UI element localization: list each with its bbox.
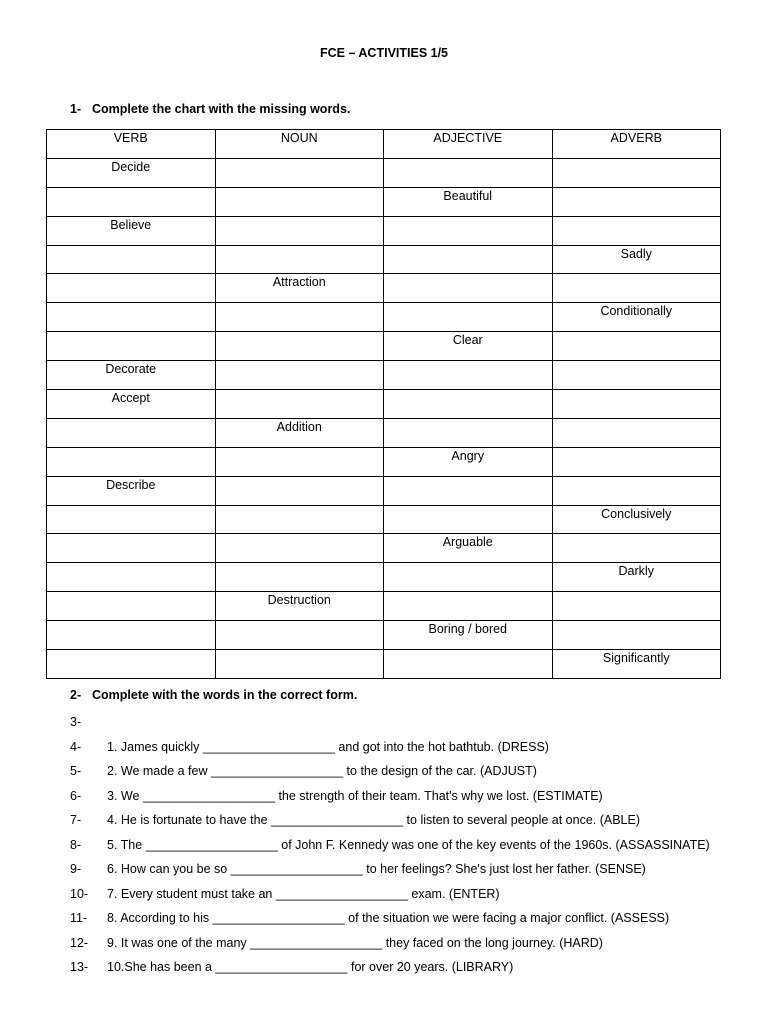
section-1-heading [70, 102, 350, 116]
chart-cell-verb: Decorate [47, 361, 216, 390]
chart-cell-verb: Decide [47, 158, 216, 187]
section-1-text: Complete the chart with the missing words. [92, 102, 351, 116]
chart-row [47, 303, 721, 332]
exercise-text: 5. The ___________________ of John F. Kennedy was one of the key events of the 1960s. (ASSASSINATE) [107, 837, 710, 852]
chart-cell-noun [215, 332, 384, 361]
chart-cell-adverb: Darkly [552, 563, 721, 592]
chart-body [47, 158, 721, 678]
exercise-text: 9. It was one of the many ___________________ they faced on the long journey. (HARD) [107, 935, 603, 950]
chart-cell-noun [215, 303, 384, 332]
chart-cell-adjective [384, 476, 553, 505]
chart-cell-adverb [552, 216, 721, 245]
chart-cell-adverb: Significantly [552, 650, 721, 679]
exercise-number: 4- [70, 739, 82, 754]
chart-cell-verb [47, 534, 216, 563]
exercise-number: 5- [70, 764, 82, 778]
chart-row [47, 418, 721, 447]
chart-cell-noun [215, 563, 384, 592]
header-verb: VERB [47, 130, 216, 159]
exercise-item [70, 887, 500, 901]
chart-cell-adjective [384, 245, 553, 274]
chart-cell-verb: Accept [47, 390, 216, 419]
chart-cell-noun [215, 447, 384, 476]
chart-cell-noun [215, 361, 384, 390]
chart-cell-adjective [384, 390, 553, 419]
exercise-item [70, 960, 513, 974]
chart-cell-adverb: Sadly [552, 245, 721, 274]
chart-cell-adjective: Beautiful [384, 187, 553, 216]
chart-cell-adjective [384, 361, 553, 390]
exercise-text: 1. James quickly ___________________ and got into the hot bathtub. (DRESS) [107, 739, 549, 754]
chart-cell-adjective: Arguable [384, 534, 553, 563]
header-adjective: ADJECTIVE [384, 130, 553, 159]
chart-cell-adverb [552, 187, 721, 216]
chart-cell-verb: Describe [47, 476, 216, 505]
exercise-text: 8. According to his ___________________ of the situation we were facing a major conflict. (ASSESS) [107, 911, 670, 925]
chart-cell-adverb [552, 476, 721, 505]
chart-cell-adverb [552, 534, 721, 563]
chart-cell-adjective [384, 158, 553, 187]
exercise-number: 11- [70, 911, 88, 925]
chart-cell-noun [215, 187, 384, 216]
exercise-text: 3. We ___________________ the strength of their team. That's why we lost. (ESTIMATE) [107, 788, 603, 803]
chart-cell-adjective: Clear [384, 332, 553, 361]
chart-cell-adverb: Conclusively [552, 505, 721, 534]
chart-header-row [47, 130, 721, 159]
chart-cell-noun [215, 390, 384, 419]
exercise-item [70, 764, 537, 778]
chart-cell-adjective [384, 650, 553, 679]
chart-row [47, 390, 721, 419]
exercise-text: 10.She has been a ___________________ for over 20 years. (LIBRARY) [107, 960, 514, 974]
chart-cell-noun: Attraction [215, 274, 384, 303]
chart-row [47, 650, 721, 679]
chart-cell-verb [47, 592, 216, 621]
page-title: FCE – ACTIVITIES 1/5 [319, 46, 449, 60]
chart-row [47, 216, 721, 245]
chart-cell-verb [47, 418, 216, 447]
chart-row [47, 505, 721, 534]
chart-cell-verb [47, 447, 216, 476]
chart-cell-adjective [384, 418, 553, 447]
exercise-item [70, 911, 669, 925]
exercise-item [70, 862, 646, 876]
chart-cell-adverb [552, 361, 721, 390]
chart-cell-adjective [384, 303, 553, 332]
chart-cell-adjective: Angry [384, 447, 553, 476]
chart-cell-noun [215, 650, 384, 679]
chart-cell-noun [215, 216, 384, 245]
chart-cell-adjective [384, 592, 553, 621]
exercise-text: 2. We made a few ___________________ to the design of the car. (ADJUST) [107, 764, 537, 778]
chart-cell-verb [47, 332, 216, 361]
chart-cell-verb [47, 563, 216, 592]
chart-cell-adjective [384, 216, 553, 245]
chart-cell-verb [47, 245, 216, 274]
chart-cell-verb [47, 621, 216, 650]
chart-cell-noun [215, 534, 384, 563]
exercise-number: 7- [70, 813, 82, 827]
exercise-item [70, 740, 549, 754]
chart-cell-noun [215, 245, 384, 274]
word-forms-chart [46, 129, 721, 679]
chart-cell-adverb [552, 592, 721, 621]
exercise-number: 10- [70, 886, 89, 901]
chart-cell-verb [47, 187, 216, 216]
exercise-item [70, 838, 710, 852]
exercise-number: 13- [70, 960, 89, 974]
section-1-number: 1- [70, 102, 82, 116]
chart-cell-adverb: Conditionally [552, 303, 721, 332]
chart-cell-verb [47, 505, 216, 534]
exercise-number: 6- [70, 788, 82, 803]
chart-cell-noun: Destruction [215, 592, 384, 621]
chart-row [47, 563, 721, 592]
exercise-item [70, 936, 603, 950]
chart-cell-adverb [552, 418, 721, 447]
exercise-number: 8- [70, 837, 82, 852]
chart-row [47, 476, 721, 505]
exercise-text: 4. He is fortunate to have the ___________________ to listen to several people at once. (ABLE) [107, 813, 641, 827]
header-adverb: ADVERB [552, 130, 721, 159]
chart-cell-noun [215, 476, 384, 505]
chart-row [47, 245, 721, 274]
exercise-number: 9- [70, 862, 82, 876]
chart-cell-adjective [384, 505, 553, 534]
chart-cell-noun [215, 158, 384, 187]
chart-row [47, 158, 721, 187]
exercise-number: 12- [70, 935, 89, 950]
section-2-number: 2- [70, 688, 82, 702]
chart-cell-noun [215, 505, 384, 534]
chart-cell-noun [215, 621, 384, 650]
chart-cell-noun: Addition [215, 418, 384, 447]
exercise-text: 6. How can you be so ___________________ to her feelings? She's just lost her father. (SENSE) [107, 862, 646, 876]
chart-cell-adverb [552, 447, 721, 476]
section-2-text: Complete with the words in the correct form. [92, 688, 358, 702]
chart-cell-verb [47, 650, 216, 679]
header-noun: NOUN [215, 130, 384, 159]
exercise-text: 7. Every student must take an ___________________ exam. (ENTER) [107, 886, 500, 901]
chart-row [47, 447, 721, 476]
chart-row [47, 274, 721, 303]
exercise-number: 3- [70, 715, 82, 729]
section-2-heading [70, 688, 357, 702]
chart-row [47, 361, 721, 390]
chart-cell-verb [47, 274, 216, 303]
chart-cell-adverb [552, 390, 721, 419]
chart-cell-verb [47, 303, 216, 332]
chart-row [47, 621, 721, 650]
chart-cell-verb: Believe [47, 216, 216, 245]
chart-cell-adjective: Boring / bored [384, 621, 553, 650]
exercise-item [70, 813, 640, 827]
chart-cell-adverb [552, 274, 721, 303]
exercise-item [70, 789, 603, 803]
chart-row [47, 332, 721, 361]
chart-cell-adjective [384, 563, 553, 592]
exercise-item [70, 715, 107, 729]
chart-cell-adverb [552, 621, 721, 650]
chart-row [47, 592, 721, 621]
chart-row [47, 534, 721, 563]
chart-cell-adjective [384, 274, 553, 303]
chart-row [47, 187, 721, 216]
chart-cell-adverb [552, 158, 721, 187]
chart-cell-adverb [552, 332, 721, 361]
